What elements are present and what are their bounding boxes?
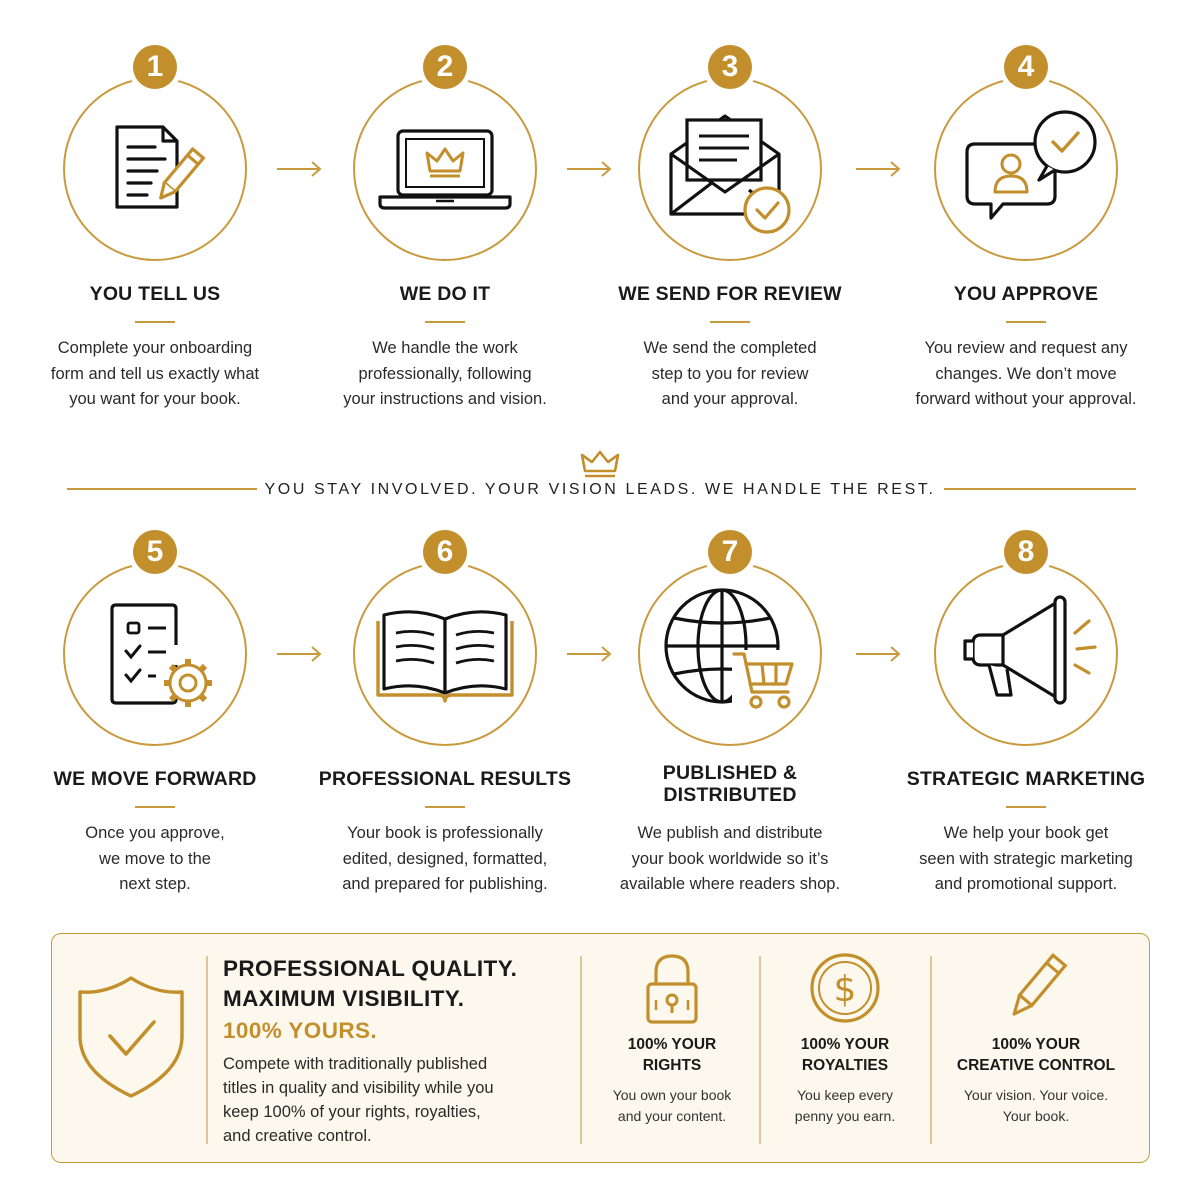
- svg-text:$: $: [833, 969, 857, 1010]
- title-divider: [425, 321, 465, 323]
- open-book-icon: [370, 599, 520, 709]
- feature-description: You own your book and your content.: [612, 1087, 732, 1124]
- title-divider: [710, 321, 750, 323]
- laptop-crown-icon: [370, 109, 520, 229]
- step-number-badge: 8: [1004, 530, 1048, 574]
- panel-divider: [206, 956, 208, 1144]
- step-icon-ring: [353, 77, 537, 261]
- panel-divider: [930, 956, 932, 1144]
- title-divider: [135, 321, 175, 323]
- step-description: Once you approve, we move to the next step.: [85, 824, 225, 893]
- step-title: WE MOVE FORWARD: [53, 768, 257, 790]
- arrow-right-icon: [566, 646, 612, 662]
- step-title: PUBLISHED & DISTRIBUTED: [662, 762, 798, 806]
- dollar-coin-icon: [807, 950, 883, 1026]
- step-icon-ring: [638, 77, 822, 261]
- step-description: We publish and distribute your book worldwide so it’s available where readers shop.: [619, 824, 841, 893]
- step-description: Complete your onboarding form and tell us exactly what you want for your book.: [50, 339, 260, 408]
- step-title: PROFESSIONAL RESULTS: [318, 768, 572, 790]
- tagline-banner: [0, 445, 1200, 515]
- step-number-badge: 6: [423, 530, 467, 574]
- padlock-icon: [642, 950, 702, 1026]
- feature-title: 100% YOUR RIGHTS: [627, 1036, 717, 1074]
- panel-headline-accent: 100% YOURS.: [223, 1018, 378, 1043]
- step-number-badge: 2: [423, 45, 467, 89]
- panel-headline: PROFESSIONAL QUALITY.: [223, 956, 518, 981]
- crown-icon: [579, 449, 621, 479]
- feature-royalties: [760, 950, 930, 1127]
- step-description: We send the completed step to you for review and your approval.: [643, 339, 817, 408]
- panel-headline: MAXIMUM VISIBILITY.: [223, 986, 465, 1011]
- title-divider: [135, 806, 175, 808]
- title-divider: [1006, 806, 1046, 808]
- title-divider: [425, 806, 465, 808]
- title-divider: [1006, 321, 1046, 323]
- step-icon-ring: [353, 562, 537, 746]
- arrow-right-icon: [566, 161, 612, 177]
- arrow-right-icon: [276, 646, 322, 662]
- tagline-text: YOU STAY INVOLVED. YOUR VISION LEADS. WE HANDLE THE REST.: [264, 481, 936, 498]
- step-number-badge: 3: [708, 45, 752, 89]
- step-number-badge: 1: [133, 45, 177, 89]
- shield-check-icon: [76, 972, 186, 1102]
- document-pencil-icon: [95, 109, 215, 229]
- feature-title: 100% YOUR ROYALTIES: [800, 1036, 890, 1074]
- arrow-right-icon: [855, 646, 901, 662]
- step-title: STRATEGIC MARKETING: [906, 768, 1146, 790]
- step-description: We help your book get seen with strategic marketing and promotional support.: [919, 824, 1133, 893]
- panel-description: Compete with traditionally published titles in quality and visibility while you keep 100% of your rights, royalties, and creative control.: [223, 1055, 494, 1145]
- arrow-right-icon: [855, 161, 901, 177]
- step-title: YOU TELL US: [89, 283, 221, 305]
- step-icon-ring: [638, 562, 822, 746]
- step-description: Your book is professionally edited, designed, formatted, and prepared for publishing.: [342, 824, 548, 893]
- arrow-right-icon: [276, 161, 322, 177]
- step-icon-ring: [63, 77, 247, 261]
- feature-description: You keep every penny you earn.: [794, 1087, 896, 1124]
- step-icon-ring: [934, 562, 1118, 746]
- envelope-check-icon: [655, 104, 805, 234]
- feature-creative-control: [936, 950, 1136, 1127]
- megaphone-icon: [951, 589, 1101, 719]
- step-icon-ring: [934, 77, 1118, 261]
- step-icon-ring: [63, 562, 247, 746]
- checklist-gear-icon: [90, 589, 220, 719]
- feature-rights: [587, 950, 757, 1127]
- step-description: We handle the work professionally, following your instructions and vision.: [343, 339, 547, 408]
- guarantee-panel: [51, 933, 1150, 1163]
- step-number-badge: 4: [1004, 45, 1048, 89]
- step-number-badge: 7: [708, 530, 752, 574]
- feature-description: Your vision. Your voice. Your book.: [963, 1087, 1109, 1124]
- step-title: WE SEND FOR REVIEW: [618, 283, 842, 305]
- step-description: You review and request any changes. We don’t move forward without your approval.: [915, 339, 1137, 408]
- panel-divider: [580, 956, 582, 1144]
- step-title: YOU APPROVE: [953, 283, 1099, 305]
- step-title: WE DO IT: [399, 283, 491, 305]
- step-number-badge: 5: [133, 530, 177, 574]
- pencil-icon: [998, 950, 1074, 1026]
- globe-cart-icon: [660, 584, 800, 724]
- chat-approval-icon: [951, 104, 1101, 234]
- feature-title: 100% YOUR CREATIVE CONTROL: [956, 1036, 1116, 1074]
